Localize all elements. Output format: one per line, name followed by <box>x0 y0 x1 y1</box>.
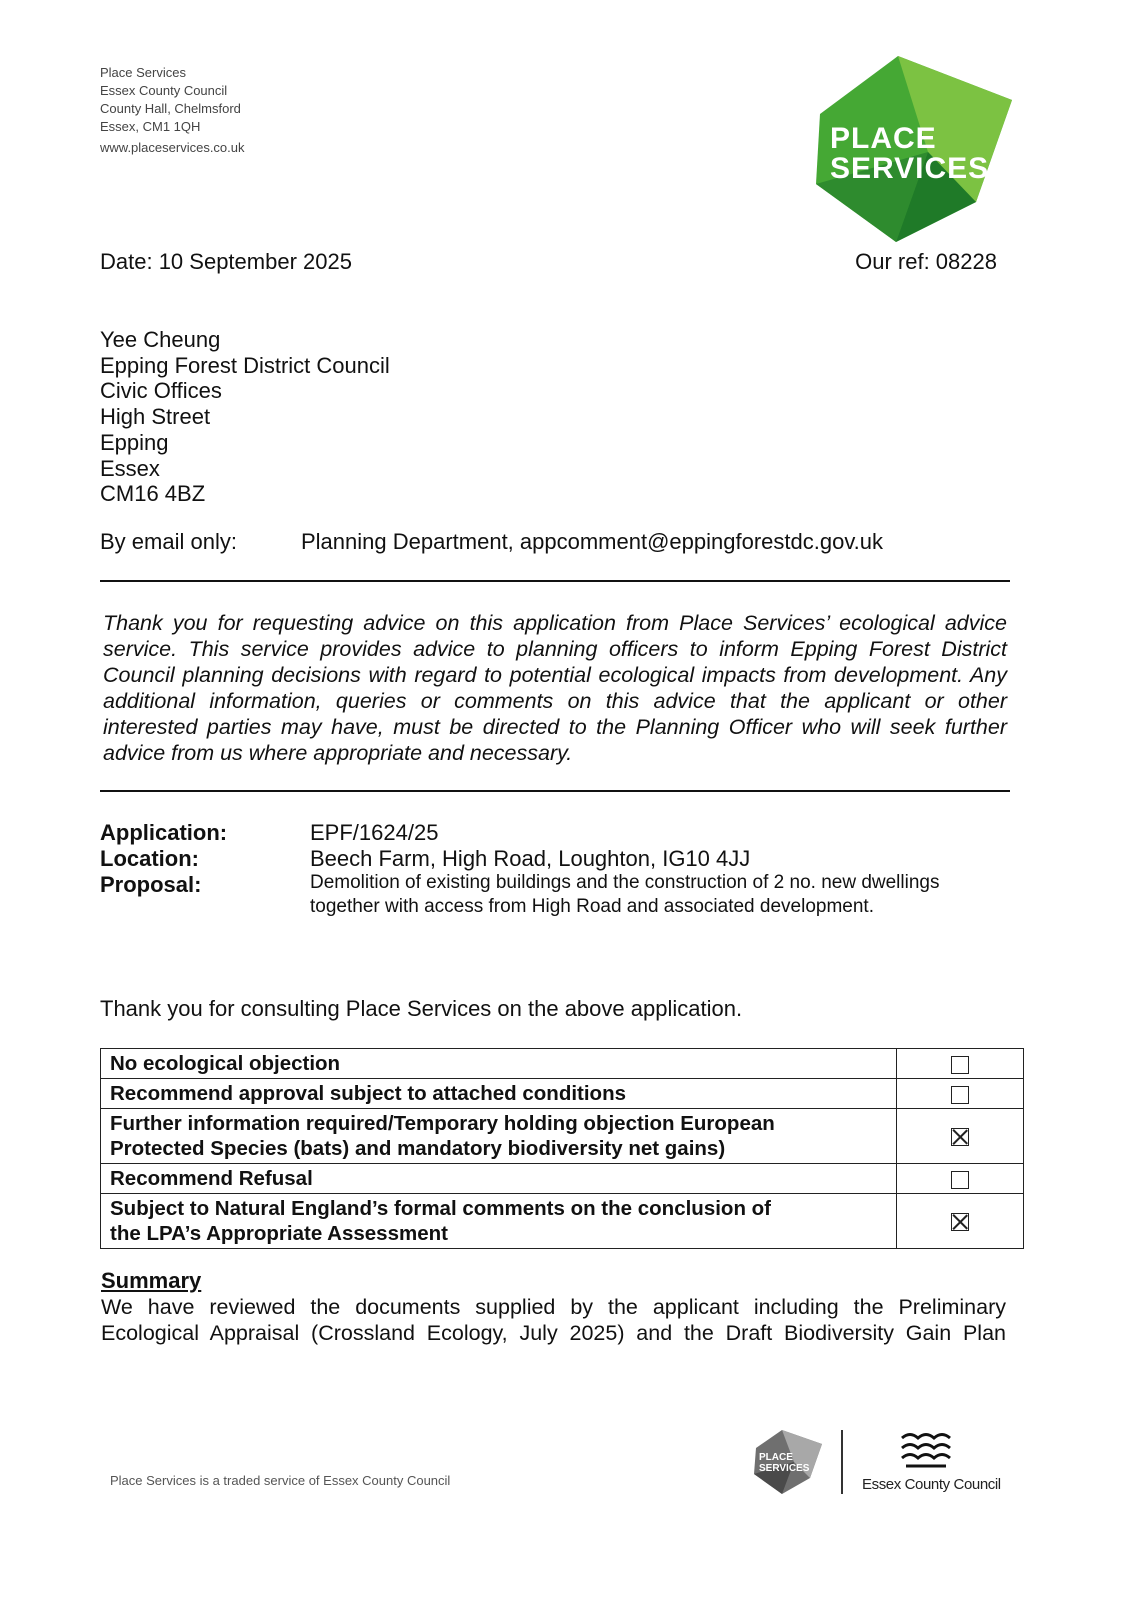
proposal-line: together with access from High Road and associated development. <box>310 896 874 917</box>
checkbox-approval-conditions[interactable] <box>951 1086 969 1104</box>
proposal-label: Proposal: <box>100 872 202 897</box>
checkbox-refusal[interactable] <box>951 1171 969 1189</box>
application-value: EPF/1624/25 <box>310 820 439 845</box>
option-label: Recommend Refusal <box>101 1164 897 1194</box>
small-logo-graphic <box>752 1428 824 1496</box>
recipient-line: Epping Forest District Council <box>100 352 390 378</box>
recipient-line: Epping <box>100 429 169 455</box>
logo-line2: SERVICES <box>830 152 990 185</box>
table-row <box>101 1194 1024 1249</box>
table-row <box>101 1164 1024 1194</box>
logo-hexagon-graphic <box>810 52 1020 248</box>
letter-date: Date: 10 September 2025 <box>100 249 352 274</box>
footer-logo-divider <box>841 1430 843 1494</box>
essex-crest-icon <box>896 1428 956 1474</box>
recipient-address <box>100 327 390 507</box>
option-checkbox-cell <box>897 1194 1024 1249</box>
table-row <box>101 1079 1024 1109</box>
checkbox-further-information[interactable] <box>951 1128 969 1146</box>
table-row <box>101 1109 1024 1164</box>
building-address: County Hall, Chelmsford <box>100 101 241 116</box>
footer-place-services-logo <box>752 1428 824 1496</box>
consult-sentence: Thank you for consulting Place Services on the above application. <box>100 996 743 1021</box>
option-label: Subject to Natural England’s formal comments on the conclusion of the LPA’s Appropriate Assessment <box>101 1194 897 1249</box>
summary-heading: Summary <box>101 1268 202 1293</box>
proposal-value <box>310 871 939 919</box>
recipient-line: Civic Offices <box>100 378 222 404</box>
letterhead-address <box>100 64 245 157</box>
council-name: Essex County Council <box>100 83 228 98</box>
proposal-line: Demolition of existing buildings and the construction of 2 no. new dwellings <box>310 872 940 893</box>
location-label: Location: <box>100 846 199 871</box>
recipient-line: Essex <box>100 455 160 481</box>
email-value[interactable]: Planning Department, appcomment@eppingforestdc.gov.uk <box>301 529 884 554</box>
logo-line1: PLACE <box>830 122 937 155</box>
footer-text: Place Services is a traded service of Essex County Council <box>110 1473 451 1488</box>
recipient-line: CM16 4BZ <box>100 481 206 507</box>
essex-county-council-wordmark: Essex County Council <box>862 1476 1001 1493</box>
email-label: By email only: <box>100 529 237 554</box>
small-logo-line2: SERVICES <box>759 1463 810 1474</box>
location-value: Beech Farm, High Road, Loughton, IG10 4JJ <box>310 846 751 871</box>
summary-paragraph <box>101 1294 1006 1346</box>
option-label: Further information required/Temporary holding objection European Protected Species (bats) and mandatory biodiversity net gains) <box>101 1109 897 1164</box>
divider-bottom <box>100 790 1010 792</box>
recipient-line: Yee Cheung <box>100 327 221 352</box>
org-name: Place Services <box>100 65 186 80</box>
checkbox-no-objection[interactable] <box>951 1056 969 1074</box>
our-reference: Our ref: 08228 <box>855 249 997 274</box>
option-checkbox-cell <box>897 1079 1024 1109</box>
option-checkbox-cell <box>897 1109 1024 1164</box>
table-row <box>101 1049 1024 1079</box>
small-logo-line1: PLACE <box>759 1452 793 1463</box>
postal-address: Essex, CM1 1QH <box>100 119 201 134</box>
intro-paragraph: Thank you for requesting advice on this application from Place Services’ ecological advice service. This service provides advice to planning officers to inform Epping Forest District Council planning decisions with regard to potential ecological impacts from development. Any additional information, queries or comments on this advice that the applicant or other interested parties may have, must be directed to the Planning Officer who will seek further advice from us where appropriate and necessary. <box>103 611 1007 765</box>
divider-top <box>100 580 1010 582</box>
place-services-logo <box>810 52 1020 248</box>
recommendation-table <box>100 1048 1024 1249</box>
option-label: Recommend approval subject to attached conditions <box>101 1079 897 1109</box>
option-label: No ecological objection <box>101 1049 897 1079</box>
checkbox-natural-england[interactable] <box>951 1213 969 1231</box>
summary-line: We have reviewed the documents supplied by the applicant including the Preliminary <box>101 1295 1006 1319</box>
option-checkbox-cell <box>897 1049 1024 1079</box>
option-checkbox-cell <box>897 1164 1024 1194</box>
recipient-line: High Street <box>100 404 211 430</box>
summary-line: Ecological Appraisal (Crossland Ecology, July 2025) and the Draft Biodiversity Gain Plan <box>101 1321 1006 1345</box>
application-label: Application: <box>100 820 228 845</box>
website-link[interactable]: www.placeservices.co.uk <box>100 140 245 155</box>
